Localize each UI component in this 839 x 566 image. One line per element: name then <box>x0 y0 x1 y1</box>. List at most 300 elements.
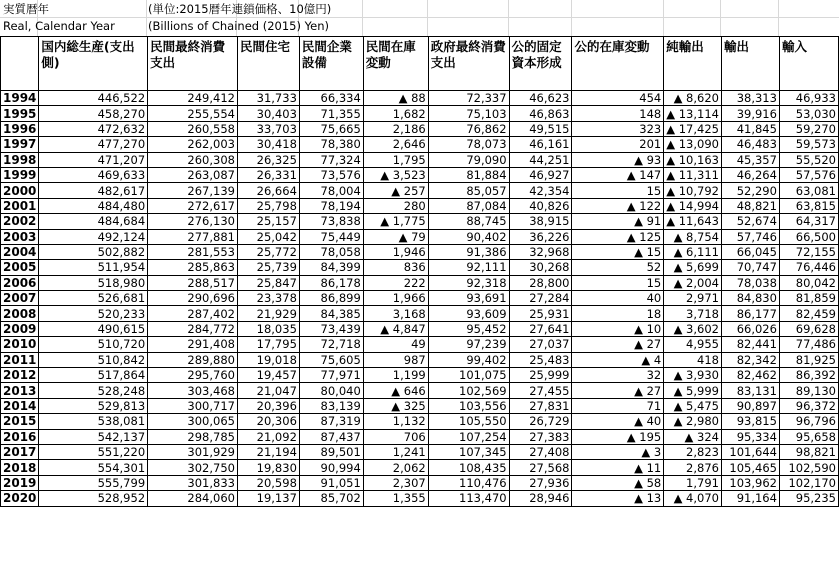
value-cell: 78,038 <box>721 275 779 290</box>
value-cell: 40 <box>572 291 664 306</box>
value-cell: 89,501 <box>299 444 363 459</box>
value-cell: 706 <box>363 429 428 444</box>
table-row <box>1 444 839 459</box>
value-cell: 71 <box>572 398 664 413</box>
value-cell: 87,084 <box>428 198 509 213</box>
value-cell: 30,268 <box>509 260 572 275</box>
value-cell: 20,598 <box>237 475 299 490</box>
value-cell: 4,955 <box>664 337 722 352</box>
value-cell: 79,090 <box>428 152 509 167</box>
value-cell: ▲ 6,111 <box>664 244 722 259</box>
value-cell: 1,795 <box>363 152 428 167</box>
value-cell: 77,971 <box>299 368 363 383</box>
value-cell: 105,550 <box>428 414 509 429</box>
value-cell: 77,486 <box>779 337 838 352</box>
value-cell: 92,318 <box>428 275 509 290</box>
value-cell: 25,798 <box>237 198 299 213</box>
value-cell: 39,916 <box>721 106 779 121</box>
value-cell: 19,018 <box>237 352 299 367</box>
value-cell: 276,130 <box>148 214 238 229</box>
value-cell: 38,915 <box>509 214 572 229</box>
value-cell: 82,459 <box>779 306 838 321</box>
value-cell: 85,702 <box>299 491 363 506</box>
value-cell: 18,035 <box>237 321 299 336</box>
value-cell: 80,042 <box>779 275 838 290</box>
value-cell: ▲ 88 <box>363 91 428 106</box>
value-cell: 510,720 <box>39 337 148 352</box>
table-row <box>1 152 839 167</box>
value-cell: 27,831 <box>509 398 572 413</box>
value-cell: 28,946 <box>509 491 572 506</box>
value-cell: 81,859 <box>779 291 838 306</box>
value-cell: 528,952 <box>39 491 148 506</box>
value-cell: ▲ 13,114 <box>664 106 722 121</box>
value-cell: 3,168 <box>363 306 428 321</box>
value-cell: 57,576 <box>779 167 838 182</box>
value-cell: 102,569 <box>428 383 509 398</box>
value-cell: 66,500 <box>779 229 838 244</box>
table-row <box>1 214 839 229</box>
value-cell: 1,199 <box>363 368 428 383</box>
value-cell: 284,060 <box>148 491 238 506</box>
table-row <box>1 137 839 152</box>
value-cell: 98,821 <box>779 444 838 459</box>
value-cell: 280 <box>363 198 428 213</box>
table-row <box>1 352 839 367</box>
value-cell: 288,517 <box>148 275 238 290</box>
value-cell: 90,994 <box>299 460 363 475</box>
value-cell: 492,124 <box>39 229 148 244</box>
value-cell: ▲ 93 <box>572 152 664 167</box>
value-cell: 83,131 <box>721 383 779 398</box>
value-cell: 298,785 <box>148 429 238 444</box>
value-cell: 86,899 <box>299 291 363 306</box>
table-row <box>1 229 839 244</box>
value-cell: 82,441 <box>721 337 779 352</box>
column-header: 輸入 <box>779 37 838 91</box>
value-cell: ▲ 11,311 <box>664 167 722 182</box>
value-cell: 46,927 <box>509 167 572 182</box>
value-cell: 2,186 <box>363 121 428 136</box>
value-cell: 511,954 <box>39 260 148 275</box>
table-row <box>1 167 839 182</box>
value-cell: 418 <box>664 352 722 367</box>
value-cell: 277,881 <box>148 229 238 244</box>
value-cell: 49 <box>363 337 428 352</box>
value-cell: 80,040 <box>299 383 363 398</box>
value-cell: 45,357 <box>721 152 779 167</box>
value-cell: 46,863 <box>509 106 572 121</box>
value-cell: 21,929 <box>237 306 299 321</box>
value-cell: 21,092 <box>237 429 299 444</box>
unit-en: (Billions of Chained (2015) Yen) <box>148 19 329 33</box>
value-cell: ▲ 10,163 <box>664 152 722 167</box>
value-cell: 25,931 <box>509 306 572 321</box>
year-cell: 2007 <box>1 291 39 306</box>
value-cell: 27,408 <box>509 444 572 459</box>
value-cell: 301,929 <box>148 444 238 459</box>
value-cell: 26,664 <box>237 183 299 198</box>
value-cell: 528,248 <box>39 383 148 398</box>
value-cell: 46,933 <box>779 91 838 106</box>
value-cell: 469,633 <box>39 167 148 182</box>
value-cell: 26,729 <box>509 414 572 429</box>
value-cell: 19,830 <box>237 460 299 475</box>
value-cell: ▲ 3,523 <box>363 167 428 182</box>
value-cell: 17,795 <box>237 337 299 352</box>
value-cell: 30,403 <box>237 106 299 121</box>
table-row <box>1 429 839 444</box>
value-cell: 86,392 <box>779 368 838 383</box>
value-cell: 95,334 <box>721 429 779 444</box>
value-cell: 52 <box>572 260 664 275</box>
value-cell: 41,845 <box>721 121 779 136</box>
year-cell: 2012 <box>1 368 39 383</box>
value-cell: 222 <box>363 275 428 290</box>
value-cell: ▲ 40 <box>572 414 664 429</box>
year-cell: 2011 <box>1 352 39 367</box>
value-cell: 1,132 <box>363 414 428 429</box>
value-cell: 96,372 <box>779 398 838 413</box>
column-header: 民間在庫変動 <box>363 37 428 91</box>
year-cell: 1995 <box>1 106 39 121</box>
value-cell: 18 <box>572 306 664 321</box>
value-cell: ▲ 8,620 <box>664 91 722 106</box>
table-row <box>1 337 839 352</box>
value-cell: 289,880 <box>148 352 238 367</box>
value-cell: 518,980 <box>39 275 148 290</box>
value-cell: 446,522 <box>39 91 148 106</box>
value-cell: 107,254 <box>428 429 509 444</box>
value-cell: 21,194 <box>237 444 299 459</box>
value-cell: 75,103 <box>428 106 509 121</box>
value-cell: 103,556 <box>428 398 509 413</box>
value-cell: 81,925 <box>779 352 838 367</box>
year-cell: 2001 <box>1 198 39 213</box>
value-cell: 490,615 <box>39 321 148 336</box>
value-cell: 42,354 <box>509 183 572 198</box>
value-cell: 27,641 <box>509 321 572 336</box>
value-cell: 290,696 <box>148 291 238 306</box>
value-cell: 263,087 <box>148 167 238 182</box>
value-cell: 300,065 <box>148 414 238 429</box>
value-cell: 2,307 <box>363 475 428 490</box>
column-header: 政府最終消費支出 <box>428 37 509 91</box>
value-cell: 77,324 <box>299 152 363 167</box>
value-cell: 71,355 <box>299 106 363 121</box>
year-cell: 1994 <box>1 91 39 106</box>
value-cell: 836 <box>363 260 428 275</box>
value-cell: 25,772 <box>237 244 299 259</box>
value-cell: 300,717 <box>148 398 238 413</box>
value-cell: 63,815 <box>779 198 838 213</box>
value-cell: 91,051 <box>299 475 363 490</box>
value-cell: ▲ 2,004 <box>664 275 722 290</box>
value-cell: 76,446 <box>779 260 838 275</box>
value-cell: 48,821 <box>721 198 779 213</box>
value-cell: 110,476 <box>428 475 509 490</box>
table-row <box>1 183 839 198</box>
table-body <box>1 91 839 507</box>
value-cell: 87,437 <box>299 429 363 444</box>
value-cell: ▲ 3,602 <box>664 321 722 336</box>
value-cell: 3,718 <box>664 306 722 321</box>
value-cell: 27,037 <box>509 337 572 352</box>
value-cell: 555,799 <box>39 475 148 490</box>
value-cell: ▲ 13,090 <box>664 137 722 152</box>
value-cell: 46,264 <box>721 167 779 182</box>
value-cell: ▲ 3,930 <box>664 368 722 383</box>
value-cell: 551,220 <box>39 444 148 459</box>
gdp-table <box>0 36 839 507</box>
value-cell: 272,617 <box>148 198 238 213</box>
value-cell: 27,455 <box>509 383 572 398</box>
value-cell: 78,058 <box>299 244 363 259</box>
value-cell: 2,062 <box>363 460 428 475</box>
value-cell: ▲ 58 <box>572 475 664 490</box>
year-cell: 2015 <box>1 414 39 429</box>
value-cell: 25,157 <box>237 214 299 229</box>
value-cell: 19,137 <box>237 491 299 506</box>
value-cell: ▲ 125 <box>572 229 664 244</box>
value-cell: 46,483 <box>721 137 779 152</box>
value-cell: 32 <box>572 368 664 383</box>
value-cell: 44,251 <box>509 152 572 167</box>
value-cell: 301,833 <box>148 475 238 490</box>
value-cell: 75,449 <box>299 229 363 244</box>
value-cell: ▲ 2,980 <box>664 414 722 429</box>
table-row <box>1 91 839 106</box>
value-cell: 454 <box>572 91 664 106</box>
value-cell: ▲ 147 <box>572 167 664 182</box>
value-cell: ▲ 91 <box>572 214 664 229</box>
value-cell: 102,590 <box>779 460 838 475</box>
value-cell: 103,962 <box>721 475 779 490</box>
value-cell: 30,418 <box>237 137 299 152</box>
year-cell: 2014 <box>1 398 39 413</box>
year-cell: 1996 <box>1 121 39 136</box>
value-cell: 72,718 <box>299 337 363 352</box>
value-cell: 95,235 <box>779 491 838 506</box>
value-cell: 262,003 <box>148 137 238 152</box>
value-cell: 90,897 <box>721 398 779 413</box>
value-cell: 323 <box>572 121 664 136</box>
value-cell: 105,465 <box>721 460 779 475</box>
value-cell: 529,813 <box>39 398 148 413</box>
value-cell: 59,573 <box>779 137 838 152</box>
table-row <box>1 106 839 121</box>
table-row <box>1 121 839 136</box>
value-cell: 86,178 <box>299 275 363 290</box>
value-cell: ▲ 3 <box>572 444 664 459</box>
value-cell: 72,155 <box>779 244 838 259</box>
value-cell: 285,863 <box>148 260 238 275</box>
value-cell: 25,042 <box>237 229 299 244</box>
value-cell: 113,470 <box>428 491 509 506</box>
value-cell: 21,047 <box>237 383 299 398</box>
year-cell: 2018 <box>1 460 39 475</box>
value-cell: ▲ 15 <box>572 244 664 259</box>
value-cell: ▲ 325 <box>363 398 428 413</box>
value-cell: 84,385 <box>299 306 363 321</box>
value-cell: 31,733 <box>237 91 299 106</box>
value-cell: 46,161 <box>509 137 572 152</box>
value-cell: 520,233 <box>39 306 148 321</box>
value-cell: 90,402 <box>428 229 509 244</box>
value-cell: 93,609 <box>428 306 509 321</box>
table-row <box>1 398 839 413</box>
column-header: 民間企業設備 <box>299 37 363 91</box>
value-cell: 472,632 <box>39 121 148 136</box>
table-row <box>1 383 839 398</box>
year-cell: 2009 <box>1 321 39 336</box>
value-cell: 73,576 <box>299 167 363 182</box>
value-cell: 458,270 <box>39 106 148 121</box>
header-year <box>1 37 39 91</box>
year-cell: 2006 <box>1 275 39 290</box>
value-cell: 25,847 <box>237 275 299 290</box>
value-cell: 1,791 <box>664 475 722 490</box>
value-cell: ▲ 195 <box>572 429 664 444</box>
column-header: 国内総生産(支出側) <box>39 37 148 91</box>
table-row <box>1 414 839 429</box>
value-cell: ▲ 4,070 <box>664 491 722 506</box>
value-cell: 502,882 <box>39 244 148 259</box>
value-cell: 33,703 <box>237 121 299 136</box>
value-cell: 82,462 <box>721 368 779 383</box>
year-cell: 1997 <box>1 137 39 152</box>
value-cell: 108,435 <box>428 460 509 475</box>
value-cell: ▲ 324 <box>664 429 722 444</box>
value-cell: 88,745 <box>428 214 509 229</box>
value-cell: 25,483 <box>509 352 572 367</box>
table-row <box>1 321 839 336</box>
year-cell: 2016 <box>1 429 39 444</box>
value-cell: 482,617 <box>39 183 148 198</box>
value-cell: 1,966 <box>363 291 428 306</box>
value-cell: 526,681 <box>39 291 148 306</box>
value-cell: 26,331 <box>237 167 299 182</box>
table-row <box>1 460 839 475</box>
table-row <box>1 275 839 290</box>
value-cell: 46,623 <box>509 91 572 106</box>
value-cell: ▲ 8,754 <box>664 229 722 244</box>
value-cell: 55,520 <box>779 152 838 167</box>
value-cell: 281,553 <box>148 244 238 259</box>
value-cell: 72,337 <box>428 91 509 106</box>
value-cell: 20,306 <box>237 414 299 429</box>
value-cell: ▲ 5,475 <box>664 398 722 413</box>
value-cell: 32,968 <box>509 244 572 259</box>
value-cell: 49,515 <box>509 121 572 136</box>
column-header: 公的固定資本形成 <box>509 37 572 91</box>
value-cell: ▲ 17,425 <box>664 121 722 136</box>
value-cell: 260,558 <box>148 121 238 136</box>
unit-jp: (単位:2015暦年連鎖価格、10億円) <box>148 2 332 16</box>
value-cell: 27,936 <box>509 475 572 490</box>
value-cell: 95,452 <box>428 321 509 336</box>
column-header: 民間最終消費支出 <box>148 37 238 91</box>
value-cell: 20,396 <box>237 398 299 413</box>
value-cell: 295,760 <box>148 368 238 383</box>
table-row <box>1 260 839 275</box>
value-cell: 69,628 <box>779 321 838 336</box>
value-cell: 302,750 <box>148 460 238 475</box>
value-cell: 66,045 <box>721 244 779 259</box>
value-cell: 23,378 <box>237 291 299 306</box>
table-row <box>1 306 839 321</box>
value-cell: 73,838 <box>299 214 363 229</box>
value-cell: 19,457 <box>237 368 299 383</box>
value-cell: 2,646 <box>363 137 428 152</box>
value-cell: ▲ 11,643 <box>664 214 722 229</box>
value-cell: 510,842 <box>39 352 148 367</box>
value-cell: 91,386 <box>428 244 509 259</box>
value-cell: 484,480 <box>39 198 148 213</box>
value-cell: 96,796 <box>779 414 838 429</box>
value-cell: 267,139 <box>148 183 238 198</box>
header-row <box>1 37 839 91</box>
value-cell: 95,658 <box>779 429 838 444</box>
value-cell: 25,739 <box>237 260 299 275</box>
value-cell: ▲ 14,994 <box>664 198 722 213</box>
value-cell: 89,130 <box>779 383 838 398</box>
value-cell: 52,290 <box>721 183 779 198</box>
table-row <box>1 491 839 506</box>
value-cell: 1,946 <box>363 244 428 259</box>
column-header: 民間住宅 <box>237 37 299 91</box>
value-cell: 78,004 <box>299 183 363 198</box>
value-cell: 73,439 <box>299 321 363 336</box>
value-cell: ▲ 27 <box>572 383 664 398</box>
value-cell: 102,170 <box>779 475 838 490</box>
year-cell: 2005 <box>1 260 39 275</box>
value-cell: 84,399 <box>299 260 363 275</box>
value-cell: 78,073 <box>428 137 509 152</box>
value-cell: 93,815 <box>721 414 779 429</box>
column-header: 純輸出 <box>664 37 722 91</box>
value-cell: 1,682 <box>363 106 428 121</box>
value-cell: 15 <box>572 275 664 290</box>
value-cell: 471,207 <box>39 152 148 167</box>
year-cell: 2019 <box>1 475 39 490</box>
value-cell: 87,319 <box>299 414 363 429</box>
year-cell: 1998 <box>1 152 39 167</box>
value-cell: 76,862 <box>428 121 509 136</box>
value-cell: 554,301 <box>39 460 148 475</box>
value-cell: 99,402 <box>428 352 509 367</box>
value-cell: ▲ 257 <box>363 183 428 198</box>
value-cell: 63,081 <box>779 183 838 198</box>
value-cell: ▲ 10,792 <box>664 183 722 198</box>
value-cell: 27,568 <box>509 460 572 475</box>
year-cell: 2020 <box>1 491 39 506</box>
value-cell: 82,342 <box>721 352 779 367</box>
year-cell: 1999 <box>1 167 39 182</box>
value-cell: 15 <box>572 183 664 198</box>
value-cell: ▲ 4,847 <box>363 321 428 336</box>
value-cell: 97,239 <box>428 337 509 352</box>
value-cell: 38,313 <box>721 91 779 106</box>
value-cell: 484,684 <box>39 214 148 229</box>
value-cell: ▲ 5,999 <box>664 383 722 398</box>
value-cell: ▲ 10 <box>572 321 664 336</box>
year-cell: 2002 <box>1 214 39 229</box>
value-cell: 101,644 <box>721 444 779 459</box>
year-cell: 2010 <box>1 337 39 352</box>
value-cell: 287,402 <box>148 306 238 321</box>
value-cell: 57,746 <box>721 229 779 244</box>
